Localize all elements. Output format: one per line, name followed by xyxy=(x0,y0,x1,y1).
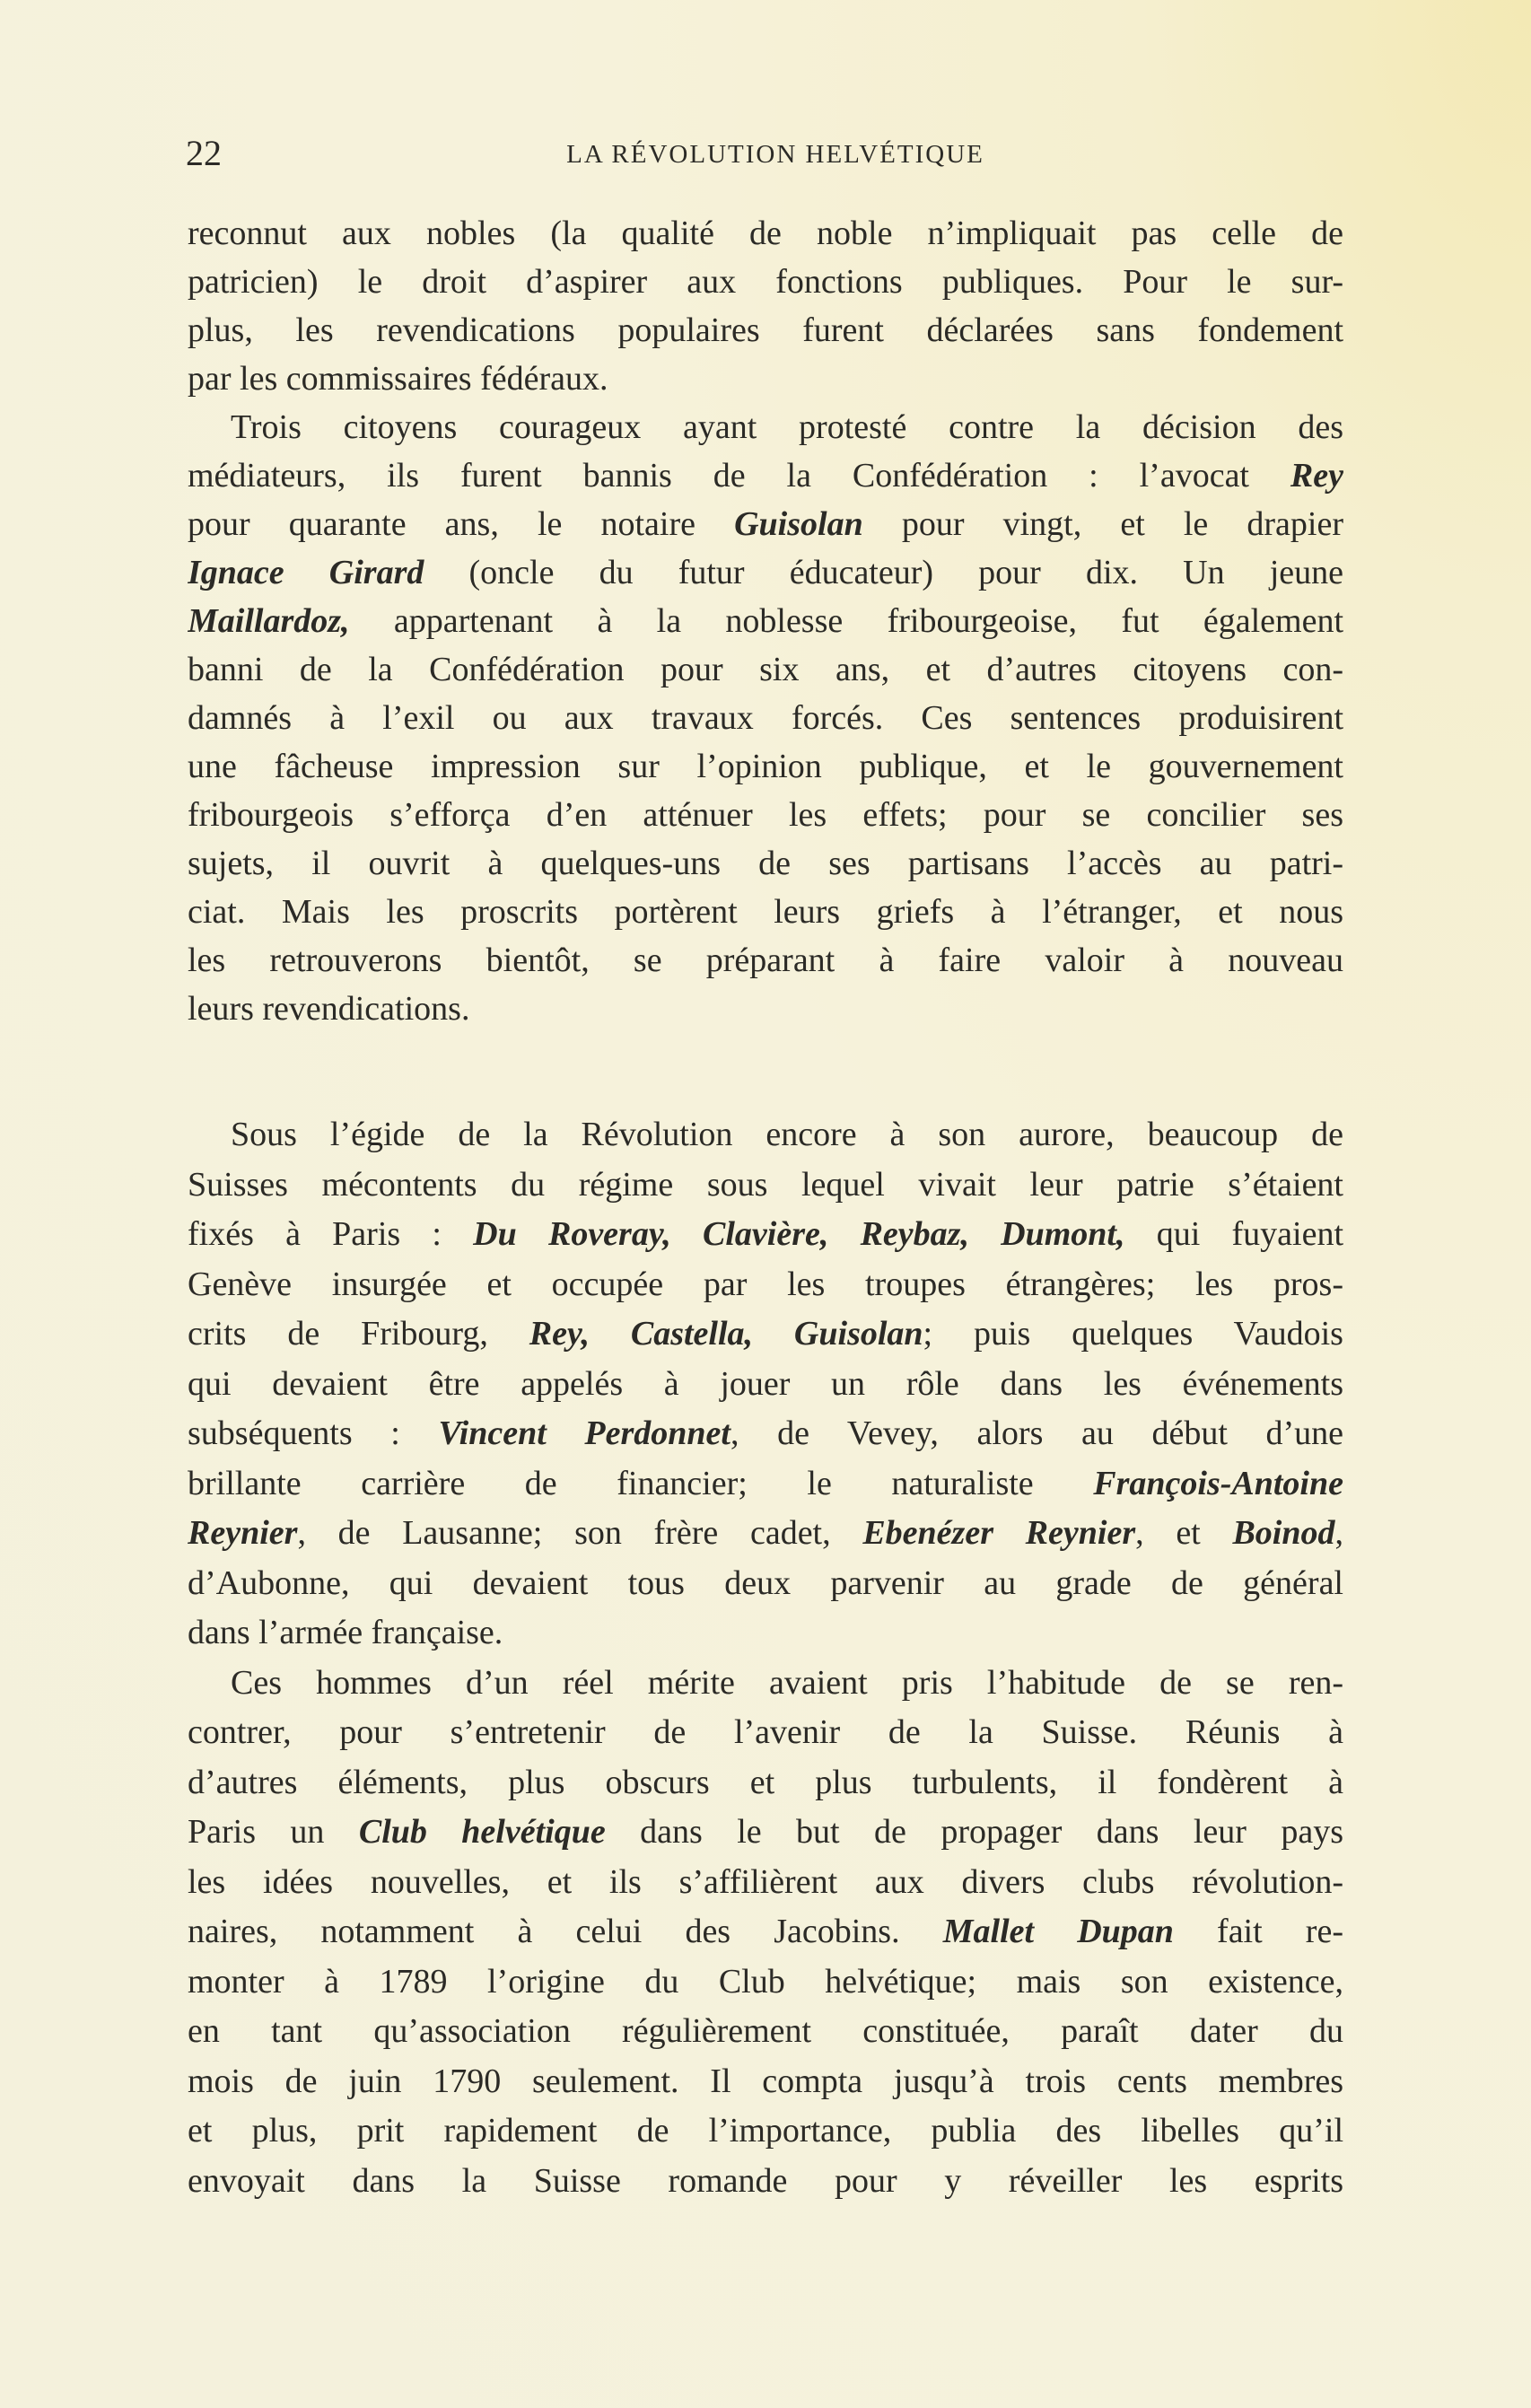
text-line xyxy=(188,597,1343,645)
text-line xyxy=(188,2057,1343,2107)
italic-name: Ebenézer Reynier xyxy=(862,1514,1136,1552)
text-line xyxy=(188,258,1343,306)
italic-name: Du Roveray, Clavière, Reybaz, Dumont, xyxy=(473,1215,1125,1253)
text-segment: brillante carrière de financier; le naturaliste xyxy=(188,1464,1094,1502)
text-segment: contrer, pour s’entretenir de l’avenir de la Suisse. Réunis à xyxy=(188,1713,1343,1751)
text-line xyxy=(188,2106,1343,2157)
text-line xyxy=(188,209,1343,258)
text-line xyxy=(188,1608,1343,1659)
text-segment: d’Aubonne, qui devaient tous deux parvenir au grade de général xyxy=(188,1563,1343,1602)
text-segment: (oncle du futur éducateur) pour dix. Un jeune xyxy=(424,554,1343,591)
text-segment: une fâcheuse impression sur l’opinion publique, et le gouvernement xyxy=(188,748,1343,785)
text-segment: dans l’armée française. xyxy=(188,1614,503,1651)
text-segment: reconnut aux nobles (la qualité de noble n’impliquait pas celle de xyxy=(188,215,1343,252)
italic-name: Vincent Perdonnet xyxy=(438,1414,731,1452)
text-segment: subséquents : xyxy=(188,1414,439,1452)
text-segment: naires, notamment à celui des Jacobins. xyxy=(188,1913,943,1950)
text-segment: ciat. Mais les proscrits portèrent leurs griefs à l’étranger, et nous xyxy=(188,893,1343,931)
text-segment: appartenant à la noblesse fribourgeoise, fut également xyxy=(349,602,1343,640)
italic-name: Maillardoz, xyxy=(188,602,350,640)
text-line xyxy=(188,403,1343,451)
text-segment: Paris un xyxy=(188,1813,359,1851)
text-line xyxy=(188,1708,1343,1758)
text-segment: médiateurs, ils furent bannis de la Confédération : l’avocat xyxy=(188,457,1290,495)
italic-name: Mallet Dupan xyxy=(942,1913,1174,1950)
italic-name: Rey xyxy=(1290,457,1343,495)
text-segment: pour vingt, et le drapier xyxy=(862,505,1343,543)
text-line xyxy=(188,839,1343,888)
text-segment: patricien) le droit d’aspirer aux fonctions publiques. Pour le sur- xyxy=(188,263,1343,301)
text-segment: les retrouverons bientôt, se préparant à faire valoir à nouveau xyxy=(188,941,1343,979)
text-segment: crits de Fribourg, xyxy=(188,1315,529,1353)
text-line xyxy=(188,355,1343,403)
text-line xyxy=(188,1559,1343,1609)
text-segment: d’autres éléments, plus obscurs et plus turbulents, il fondèrent à xyxy=(188,1763,1343,1801)
text-line xyxy=(188,1409,1343,1459)
text-segment: fribourgeois s’efforça d’en atténuer les effets; pour se concilier ses xyxy=(188,796,1343,834)
text-block-1 xyxy=(188,209,1343,1033)
text-segment: envoyait dans la Suisse romande pour y réveiller les esprits xyxy=(188,2161,1343,2200)
text-segment: , de Lausanne; son frère cadet, xyxy=(297,1514,863,1552)
running-title: LA RÉVOLUTION HELVÉTIQUE xyxy=(566,140,984,169)
text-segment: ; puis quelques Vaudois xyxy=(923,1315,1343,1353)
italic-name: Club helvétique xyxy=(358,1813,606,1851)
page-number: 22 xyxy=(186,133,222,173)
text-segment: Trois citoyens courageux ayant protesté contre la décision des xyxy=(231,408,1343,446)
text-segment: , de Vevey, alors au début d’une xyxy=(730,1414,1343,1452)
text-line xyxy=(188,791,1343,839)
text-segment: damnés à l’exil ou aux travaux forcés. Ces sentences produisirent xyxy=(188,699,1343,737)
text-segment: , et xyxy=(1135,1514,1233,1552)
text-segment: dans le but de propager dans leur pays xyxy=(605,1813,1343,1851)
text-line xyxy=(188,1808,1343,1858)
text-segment: banni de la Confédération pour six ans, et d’autres citoyens con- xyxy=(188,651,1343,688)
text-line xyxy=(188,1110,1343,1160)
italic-name: Guisolan xyxy=(734,505,863,543)
text-segment: Genève insurgée et occupée par les troupes étrangères; les pros- xyxy=(188,1265,1343,1303)
text-line xyxy=(188,1858,1343,1908)
text-line xyxy=(188,500,1343,548)
italic-name: Reynier xyxy=(188,1514,298,1552)
text-segment: mois de juin 1790 seulement. Il compta jusqu’à trois cents membres xyxy=(188,2062,1343,2100)
text-line xyxy=(188,1509,1343,1559)
text-line xyxy=(188,936,1343,985)
text-line xyxy=(188,306,1343,355)
text-segment: monter à 1789 l’origine du Club helvétique; mais son existence, xyxy=(188,1962,1343,2001)
text-line xyxy=(188,1260,1343,1310)
text-line xyxy=(188,2157,1343,2207)
text-segment: Ces hommes d’un réel mérite avaient pris l’habitude de se ren- xyxy=(231,1663,1343,1702)
text-segment: en tant qu’association régulièrement constituée, paraît dater du xyxy=(188,2012,1343,2050)
text-line xyxy=(188,1309,1343,1360)
text-segment: fait re- xyxy=(1173,1913,1343,1950)
text-segment: qui fuyaient xyxy=(1124,1215,1343,1253)
text-segment: par les commissaires fédéraux. xyxy=(188,360,608,398)
italic-name: Boinod xyxy=(1232,1514,1335,1552)
italic-name: François-Antoine xyxy=(1093,1464,1343,1502)
text-line xyxy=(188,645,1343,694)
text-segment: et plus, prit rapidement de l’importance, publia des libelles qu’il xyxy=(188,2112,1343,2150)
text-line xyxy=(188,888,1343,936)
text-segment: sujets, il ouvrit à quelques-uns de ses partisans l’accès au patri- xyxy=(188,845,1343,882)
text-segment: leurs revendications. xyxy=(188,990,470,1028)
text-segment: les idées nouvelles, et ils s’affilièrent aux divers clubs révolution- xyxy=(188,1862,1343,1901)
text-line xyxy=(188,1210,1343,1260)
italic-name: Rey, Castella, Guisolan xyxy=(529,1315,923,1353)
text-line xyxy=(188,1160,1343,1211)
italic-name: Ignace Girard xyxy=(188,554,424,591)
text-line xyxy=(188,1907,1343,1957)
text-line xyxy=(188,1459,1343,1510)
text-line xyxy=(188,451,1343,500)
text-line xyxy=(188,548,1343,597)
text-line xyxy=(188,1957,1343,2008)
text-segment: qui devaient être appelés à jouer un rôle dans les événements xyxy=(188,1364,1343,1403)
text-line xyxy=(188,2007,1343,2057)
text-segment: fixés à Paris : xyxy=(188,1215,474,1253)
text-line xyxy=(188,1659,1343,1709)
text-line xyxy=(188,985,1343,1033)
text-segment: , xyxy=(1334,1514,1343,1552)
text-segment: pour quarante ans, le notaire xyxy=(188,505,735,543)
text-segment: Suisses mécontents du régime sous lequel vivait leur patrie s’étaient xyxy=(188,1165,1343,1204)
text-line xyxy=(188,694,1343,742)
text-line xyxy=(188,1360,1343,1410)
text-line xyxy=(188,742,1343,791)
text-block-2 xyxy=(188,1110,1343,2206)
text-segment: Sous l’égide de la Révolution encore à son aurore, beaucoup de xyxy=(231,1116,1343,1153)
text-line xyxy=(188,1758,1343,1808)
text-segment: plus, les revendications populaires furent déclarées sans fondement xyxy=(188,311,1343,349)
